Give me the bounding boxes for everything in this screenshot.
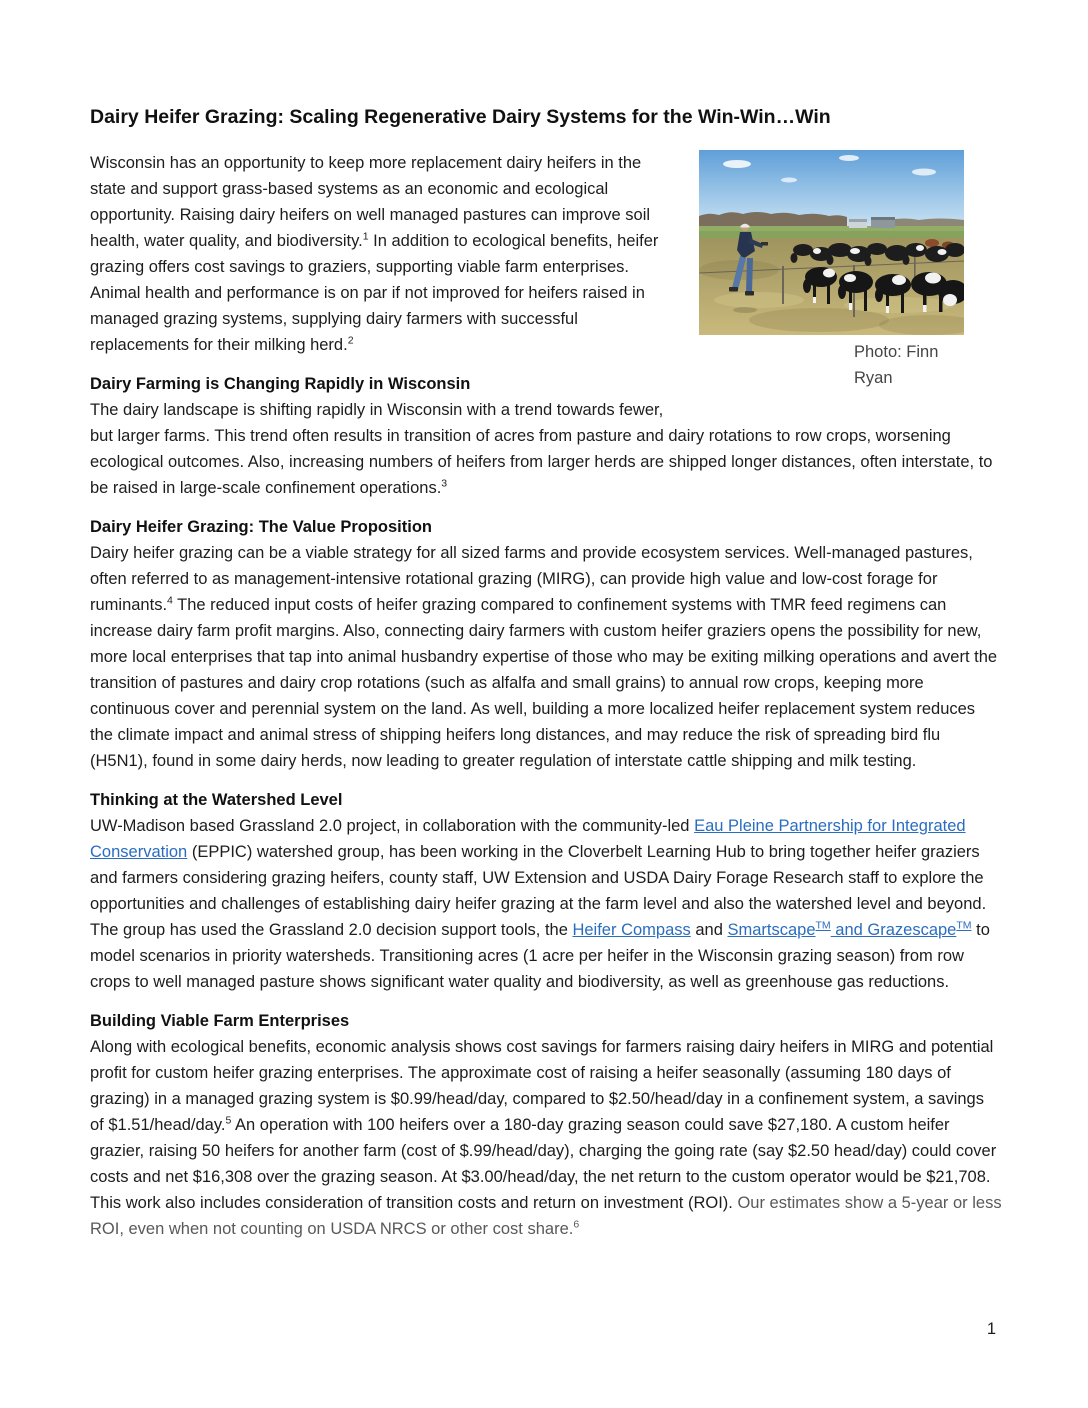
paragraph [90, 397, 1002, 501]
footnote-ref: 5 [225, 1114, 232, 1127]
section-heading: Building Viable Farm Enterprises [90, 1012, 350, 1030]
section-heading: Thinking at the Watershed Level [90, 791, 343, 809]
footnote-ref: 3 [441, 477, 448, 490]
document-body [90, 150, 1002, 1242]
text-run: The dairy landscape is shifting rapidly in Wisconsin with a trend towards fewer, but larger farms. This trend often results in transition of acres from pasture and dairy rotations to row crops, worsening ecological outcomes. Also, increasing numbers of heifers from larger herds are shipped longer distances, often interstate, to be raised in large-scale confinement operations. [90, 401, 993, 497]
paragraph [90, 1034, 1002, 1242]
text-run: to model scenarios in priority watersheds. Transitioning acres (1 acre per heifer in the Wisconsin grazing season) from row crops to well managed pasture shows significant water quality and biodiversity, as well as greenhouse gas reductions. [90, 921, 990, 991]
text-run: In addition to ecological benefits, heifer grazing offers cost savings to graziers, supporting viable farm enterprises. Animal health and performance is on par if not improved for heifers raised in managed grazing systems, supplying dairy farmers with successful replacements for their milking herd. [90, 232, 659, 354]
smartscape-grazescape-link[interactable]: Smartscape [727, 921, 816, 939]
heifer-compass-link[interactable]: Heifer Compass [572, 921, 691, 939]
footnote-ref: 4 [167, 594, 173, 607]
text-run: Dairy heifer grazing can be a viable strategy for all sized farms and provide ecosystem services. Well-managed pastures, often referred to as management-intensive rotational grazing (MIRG), can provide high value and low-cost forage for ruminants. [90, 544, 973, 614]
photo-figure [699, 150, 964, 391]
text-run: Along with ecological benefits, economic analysis shows cost savings for farmers raising dairy heifers in MIRG and potential profit for custom heifer grazing enterprises. The approximate cost of raising a heifer seasonally (assuming 180 days of grazing) in a managed grazing system is $0.99/head/day, compared to $2.50/head/day in a confinement system, a savings of $1.51/head/day. [90, 1038, 994, 1134]
text-run: (EPPIC) watershed group, has been working in the Cloverbelt Learning Hub to bring together heifer graziers and farmers considering grazing heifers, county staff, UW Extension and USDA Dairy Forage Research staff to explore the opportunities and challenges of establishing dairy heifer grazing at the farm level and also the watershed level and beyond. The group has used the Grassland 2.0 decision support tools, the [90, 843, 987, 939]
footnote-ref: 6 [573, 1218, 580, 1231]
grazescape-tm-mark[interactable]: TM [956, 919, 972, 932]
pasture-photo [699, 150, 964, 335]
text-run: Wisconsin has an opportunity to keep more replacement dairy heifers in the state and support grass-based systems as an economic and ecological opportunity. Raising dairy heifers on well managed pastures can improve soil health, water quality, and biodiversity. [90, 154, 651, 250]
text-run: The reduced input costs of heifer grazing compared to confinement systems with TMR feed regimens can increase dairy farm profit margins. Also, connecting dairy farmers with custom heifer graziers opens the possibility for new, more local enterprises that tap into animal husbandry expertise of those who may be exiting milking operations and avert the transition of pastures and dairy crop rotations (such as alfalfa and small grains) to annual row crops, keeping more continuous cover and perennial system on the land. As well, building a more localized heifer replacement system reduces the climate impact and animal stress of shipping heifers long distances, and may reduce the risk of spreading bird flu (H5N1), found in some dairy herds, now leading to greater regulation of interstate cattle shipping and milk testing. [90, 596, 998, 770]
document-page [90, 104, 1002, 1255]
section-heading: Dairy Heifer Grazing: The Value Proposition [90, 518, 432, 536]
paragraph [90, 540, 1002, 774]
paragraph [90, 813, 1002, 995]
page-title: Dairy Heifer Grazing: Scaling Regenerative Dairy Systems for the Win-Win…Win [90, 106, 831, 128]
section-heading: Dairy Farming is Changing Rapidly in Wisconsin [90, 375, 471, 393]
photo-caption: Photo: Finn Ryan [854, 343, 939, 387]
text-run: and [690, 921, 728, 939]
smartscape-grazescape-link[interactable]: and Grazescape [830, 921, 957, 939]
footnote-ref: 1 [362, 230, 369, 243]
footnote-ref: 2 [347, 334, 354, 347]
page-number: 1 [986, 1320, 996, 1338]
text-run: An operation with 100 heifers over a 180-day grazing season could save $27,180. A custom heifer grazier, raising 50 heifers for another farm (cost of $.99/head/day), charging the going rate (say $2.50 head/day) could cover costs and net $16,308 over the grazing season. At $3.00/head/day, the net return to the custom operator would be $21,708. This work also includes consideration of transition costs and return on investment (ROI). [90, 1116, 997, 1212]
text-run: UW-Madison based Grassland 2.0 project, in collaboration with the community-led [90, 817, 695, 835]
eppic-link[interactable]: Eau Pleine Partnership for Integrated Conservation [90, 817, 966, 861]
text-run: Our estimates show a 5-year or less ROI, even when not counting on USDA NRCS or other cost share. [90, 1194, 1002, 1238]
smartscape-tm-mark[interactable]: TM [815, 919, 831, 932]
